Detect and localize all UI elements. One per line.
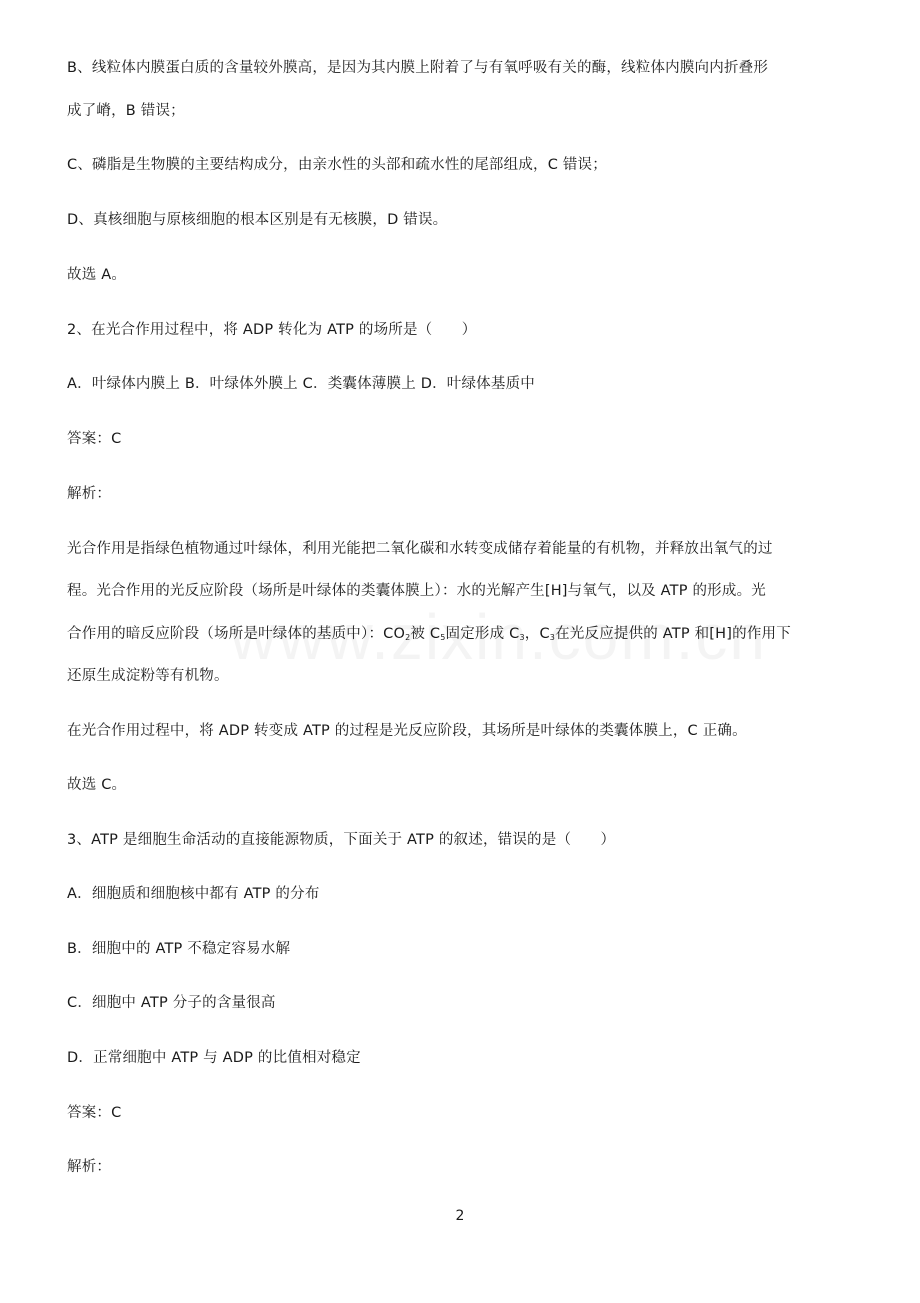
text-fragment: 被 C [410, 626, 441, 642]
subscript: 2 [405, 633, 411, 642]
text-line: 故选 C。 [67, 777, 127, 793]
question-3-option-d: D．正常细胞中 ATP 与 ADP 的比值相对稳定 [67, 1050, 361, 1066]
text-line: 程。光合作用的光反应阶段（场所是叶绿体的类囊体膜上）：水的光解产生[H]与氧气，以及 ATP 的形成。光 [67, 583, 766, 599]
text-line: D、真核细胞与原核细胞的根本区别是有无核膜，D 错误。 [67, 212, 448, 228]
question-3: 3、ATP 是细胞生命活动的直接能源物质，下面关于 ATP 的叙述，错误的是（ ） [67, 832, 616, 848]
answer-label: 答案：C [67, 1105, 122, 1121]
subscript: 3 [519, 633, 525, 642]
text-line: 光合作用是指绿色植物通过叶绿体，利用光能把二氧化碳和水转变成储存着能量的有机物，并释放出氧气的过 [67, 541, 773, 557]
text-fragment: 合作用的暗反应阶段（场所是叶绿体的基质中）：CO [67, 626, 406, 642]
text-line: C、磷脂是生物膜的主要结构成分，由亲水性的头部和疏水性的尾部组成，C 错误； [67, 157, 607, 173]
text-line: 成了嵴，B 错误； [67, 103, 185, 119]
question-2-options: A．叶绿体内膜上 B．叶绿体外膜上 C．类囊体薄膜上 D．叶绿体基质中 [67, 376, 535, 392]
analysis-label: 解析： [67, 1159, 112, 1175]
text-fragment: 在光反应提供的 ATP 和[H]的作用下 [555, 626, 791, 642]
answer-label: 答案：C [67, 431, 122, 447]
page-number: 2 [455, 1208, 465, 1224]
question-3-option-c: C．细胞中 ATP 分子的含量很高 [67, 995, 276, 1011]
analysis-label: 解析： [67, 486, 112, 502]
question-2: 2、在光合作用过程中，将 ADP 转化为 ATP 的场所是（ ） [67, 322, 477, 338]
question-3-option-a: A．细胞质和细胞核中都有 ATP 的分布 [67, 886, 320, 902]
text-line: 还原生成淀粉等有机物。 [67, 668, 229, 684]
text-fragment: 固定形成 C [445, 626, 520, 642]
text-line-co2 [67, 624, 860, 644]
text-fragment: ，C [524, 626, 550, 642]
text-line: 在光合作用过程中，将 ADP 转变成 ATP 的过程是光反应阶段，其场所是叶绿体的类囊体膜上，C 正确。 [67, 723, 747, 739]
subscript: 3 [549, 633, 556, 642]
text-line: 故选 A。 [67, 267, 127, 283]
text-line: B、线粒体内膜蛋白质的含量较外膜高，是因为其内膜上附着了与有氧呼吸有关的酶，线粒体内膜向内折叠形 [67, 60, 769, 76]
question-3-option-b: B．细胞中的 ATP 不稳定容易水解 [67, 941, 291, 957]
subscript: 5 [440, 633, 446, 642]
